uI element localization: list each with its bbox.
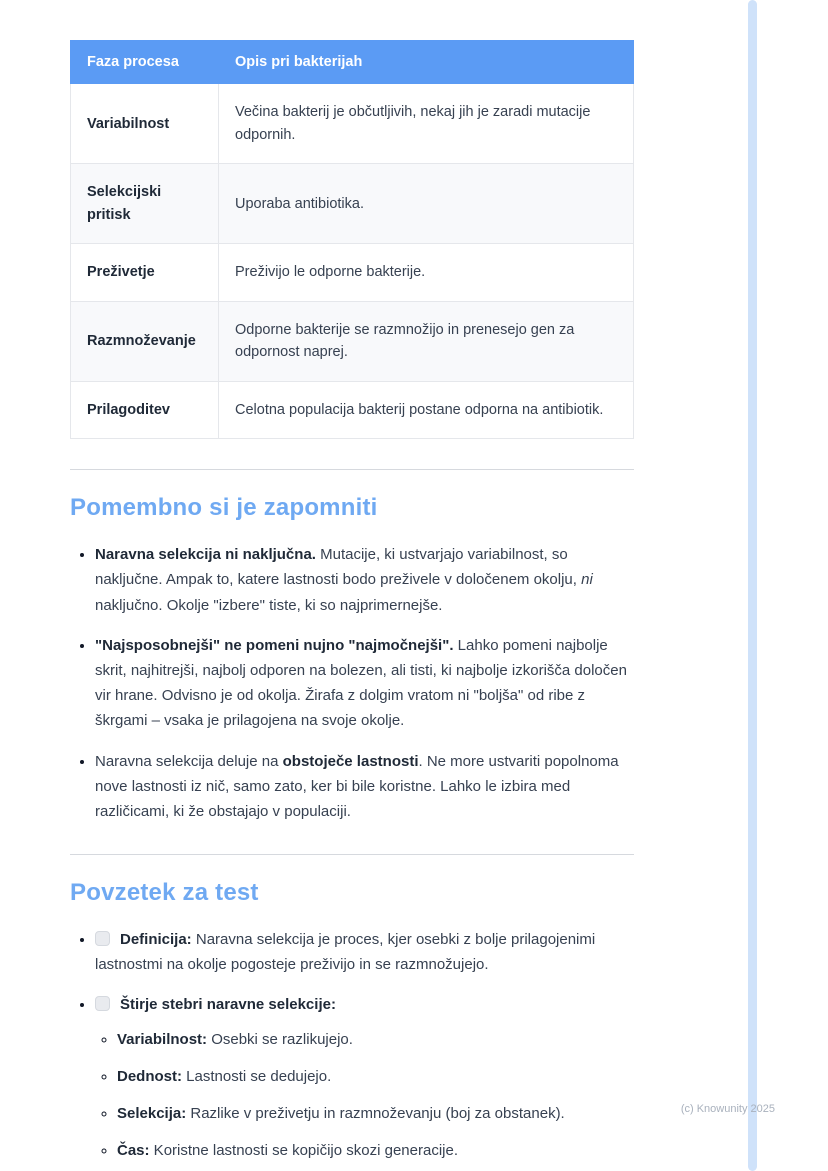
section-divider: [70, 469, 634, 470]
table-row: [71, 381, 634, 438]
checkbox-unchecked[interactable]: [95, 996, 110, 1011]
sub-list-item-text: Čas: Koristne lastnosti se kopičijo skozi generacije.: [117, 1141, 458, 1159]
sub-list-item: [117, 1028, 634, 1052]
checklist-item-text: Definicija: Naravna selekcija je proces, kjer osebki z bolje prilagojenimi lastnostmi na okolje pogosteje preživijo in se razmnožujejo.: [95, 931, 596, 974]
sub-list-item: [117, 1102, 634, 1126]
sub-list-item-text: Variabilnost: Osebki se razlikujejo.: [117, 1030, 353, 1048]
table-cell-desc: Odporne bakterije se razmnožijo in prenesejo gen za odpornost naprej.: [219, 301, 634, 381]
important-notes-list: [70, 542, 634, 824]
checklist-item: [95, 927, 634, 977]
list-item-text: Naravna selekcija deluje na obstoječe lastnosti. Ne more ustvariti popolnoma nove lastnosti iz nič, samo zato, ker bi bile koristne. Lahko le izbira med različicami, ki že obstajajo v populaciji.: [95, 752, 619, 820]
table-row: [71, 164, 634, 244]
table-cell-desc: Celotna populacija bakterij postane odporna na antibiotik.: [219, 381, 634, 438]
bacteria-process-table: [70, 40, 634, 439]
table-cell-desc: Preživijo le odporne bakterije.: [219, 244, 634, 301]
section-title-povzetek: Povzetek za test: [70, 879, 259, 907]
list-item: [95, 542, 634, 618]
table-cell-phase: Prilagoditev: [71, 381, 219, 438]
table-cell-phase: Razmnoževanje: [71, 301, 219, 381]
table-header-row: [71, 41, 634, 84]
sub-list-item: [117, 1065, 634, 1089]
list-item: [95, 749, 634, 825]
table-cell-phase: Preživetje: [71, 244, 219, 301]
table-row: [71, 244, 634, 301]
sub-list-item-text: Dednost: Lastnosti se dedujejo.: [117, 1067, 332, 1085]
table-cell-desc: Večina bakterij je občutljivih, nekaj jih je zaradi mutacije odpornih.: [219, 84, 634, 164]
table-cell-phase: Selekcijski pritisk: [71, 164, 219, 244]
section-title-pomembno: Pomembno si je zapomniti: [70, 494, 378, 522]
checklist-item: [95, 992, 634, 1162]
list-item: [95, 633, 634, 734]
table-cell-desc: Uporaba antibiotika.: [219, 164, 634, 244]
page-edge-decoration-bar: [748, 0, 757, 1171]
checkbox-unchecked[interactable]: [95, 931, 110, 946]
table-cell-phase: Variabilnost: [71, 84, 219, 164]
watermark: (c) Knowunity 2025: [680, 1103, 775, 1115]
table-header-opis: Opis pri bakterijah: [219, 41, 634, 84]
page-content: [70, 40, 634, 1171]
sub-list-item: [117, 1139, 634, 1163]
checklist-item-text: Štirje stebri naravne selekcije:: [120, 996, 336, 1014]
list-item-text: Naravna selekcija ni naključna. Mutacije, ki ustvarjajo variabilnost, so naključne. Ampak to, katere lastnosti bodo preživele v določenem okolju, ni naključno. Okolje "izbere" tiste, ki so najprimernejše.: [95, 546, 593, 614]
list-item-text: "Najsposobnejši" ne pomeni nujno "najmočnejši". Lahko pomeni najbolje skrit, najhitrejši, najbolj odporen na bolezen, ali tisti, ki najbolje izkorišča določen vir hrane. Odvisno je od okolja. Žirafa z dolgim vratom ni "boljša" od ribe z škrgami – vsaka je prilagojena na svoje okolje.: [95, 636, 627, 730]
test-summary-list: [70, 927, 634, 1163]
table-row: [71, 301, 634, 381]
table-row: [71, 84, 634, 164]
table-header-faza-procesa: Faza procesa: [71, 41, 219, 84]
section-divider: [70, 854, 634, 855]
sub-list-item-text: Selekcija: Razlike v preživetju in razmnoževanju (boj za obstanek).: [117, 1104, 565, 1122]
four-pillars-sublist: [95, 1028, 634, 1163]
